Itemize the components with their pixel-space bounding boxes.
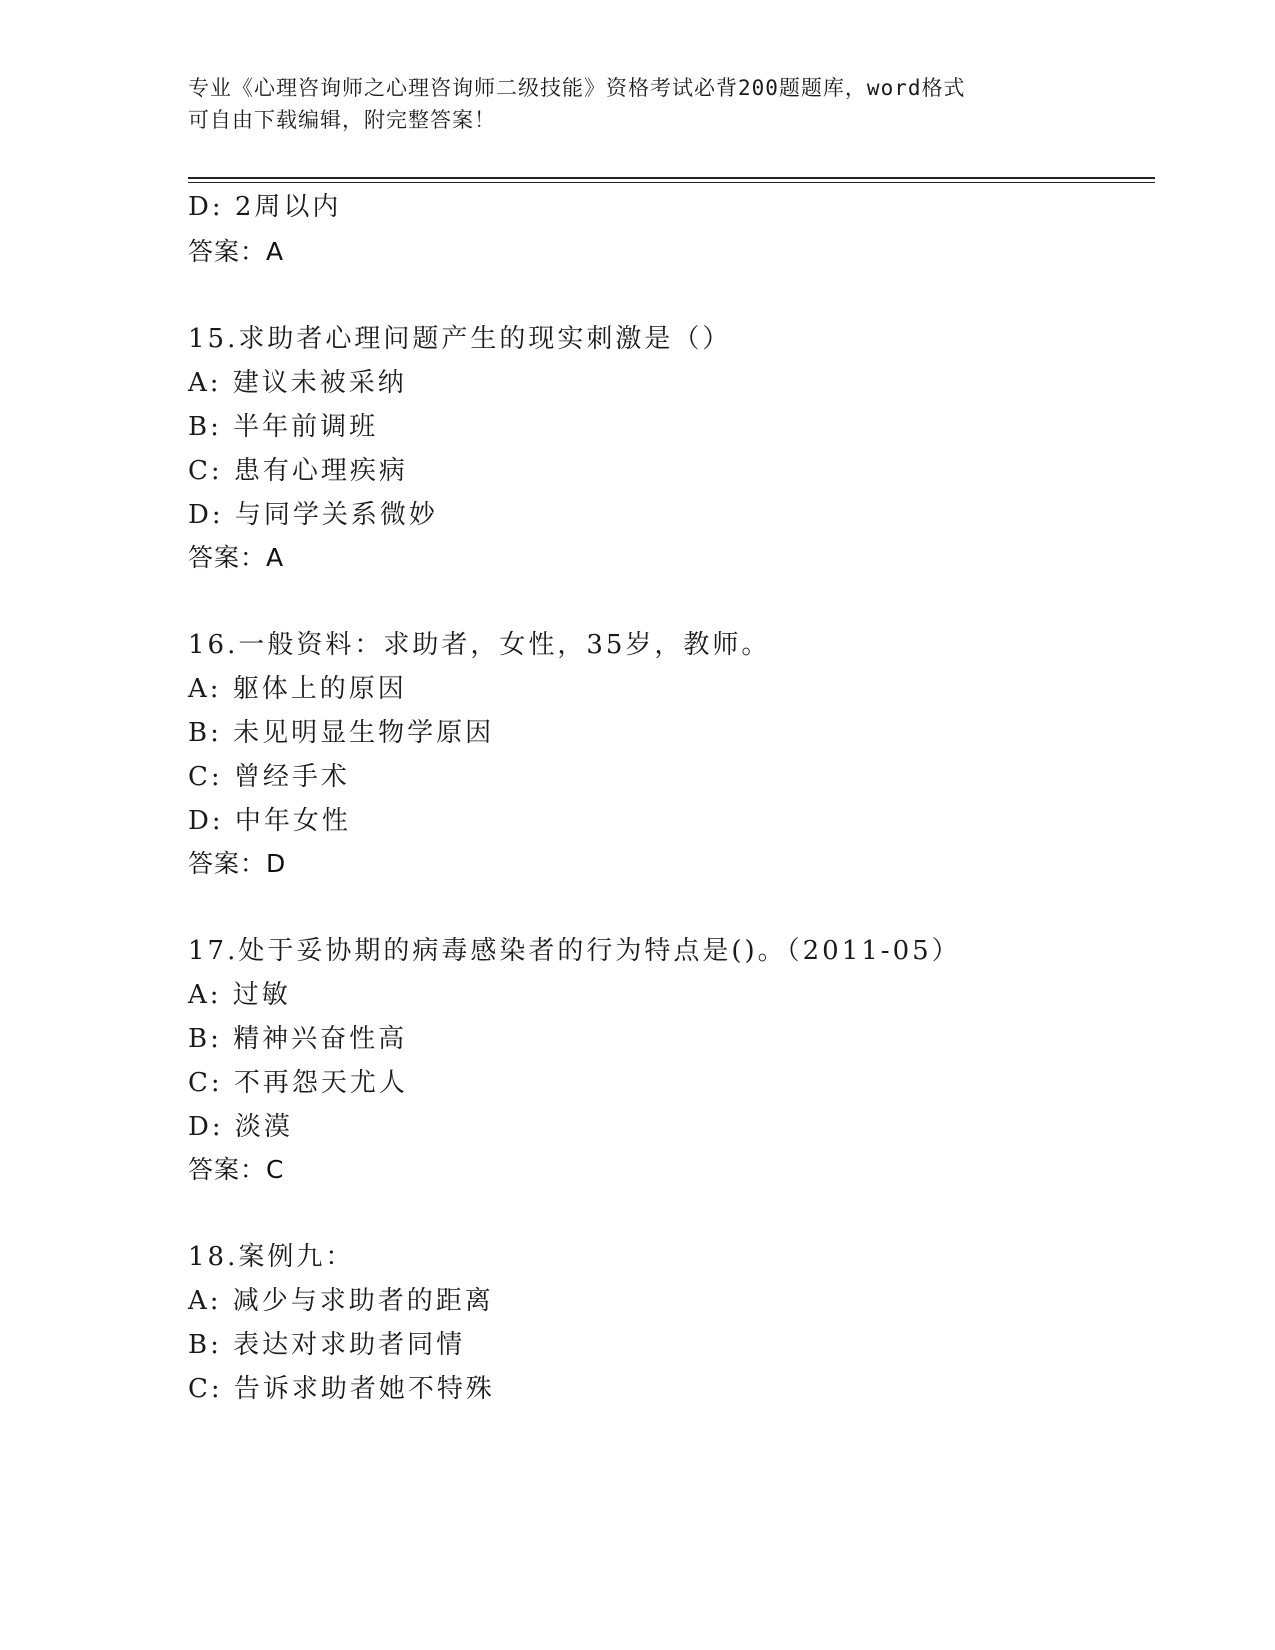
q16-answer: 答案：D: [188, 849, 287, 878]
header-divider-thick: [188, 177, 1155, 179]
q15-option-a: A: 建议未被采纳: [188, 368, 407, 398]
document-header: [188, 72, 1068, 136]
question-18: 18.案例九：: [188, 1242, 355, 1272]
q17-option-d: D: 淡漠: [188, 1112, 293, 1142]
q16-option-b: B: 未见明显生物学原因: [188, 718, 495, 748]
header-divider-thin: [188, 182, 1155, 183]
prev-option-d: D: 2周以内: [188, 192, 342, 222]
question-17: 17.处于妥协期的病毒感染者的行为特点是()。（2011-05）: [188, 936, 961, 966]
q15-option-c: C: 患有心理疾病: [188, 456, 408, 486]
q17-answer: 答案：C: [188, 1155, 285, 1184]
q18-option-a: A: 减少与求助者的距离: [188, 1286, 494, 1316]
q18-option-c: C: 告诉求助者她不特殊: [188, 1374, 495, 1404]
question-16: 16.一般资料：求助者，女性，35岁，教师。: [188, 630, 771, 660]
q17-option-c: C: 不再怨天尤人: [188, 1068, 408, 1098]
q15-option-d: D: 与同学关系微妙: [188, 500, 438, 530]
header-line-1: 专业《心理咨询师之心理咨询师二级技能》资格考试必背200题题库，word格式: [188, 76, 966, 100]
q17-option-a: A: 过敏: [188, 980, 291, 1010]
q16-option-a: A: 躯体上的原因: [188, 674, 407, 704]
question-15: 15.求助者心理问题产生的现实刺激是（）: [188, 324, 732, 354]
q17-option-b: B: 精神兴奋性高: [188, 1024, 408, 1054]
q15-option-b: B: 半年前调班: [188, 412, 379, 442]
q16-option-d: D: 中年女性: [188, 806, 351, 836]
prev-answer: 答案：A: [188, 237, 285, 266]
q18-option-b: B: 表达对求助者同情: [188, 1330, 466, 1360]
q16-option-c: C: 曾经手术: [188, 762, 350, 792]
q15-answer: 答案：A: [188, 543, 285, 572]
header-line-2: 可自由下载编辑，附完整答案！: [188, 108, 496, 132]
